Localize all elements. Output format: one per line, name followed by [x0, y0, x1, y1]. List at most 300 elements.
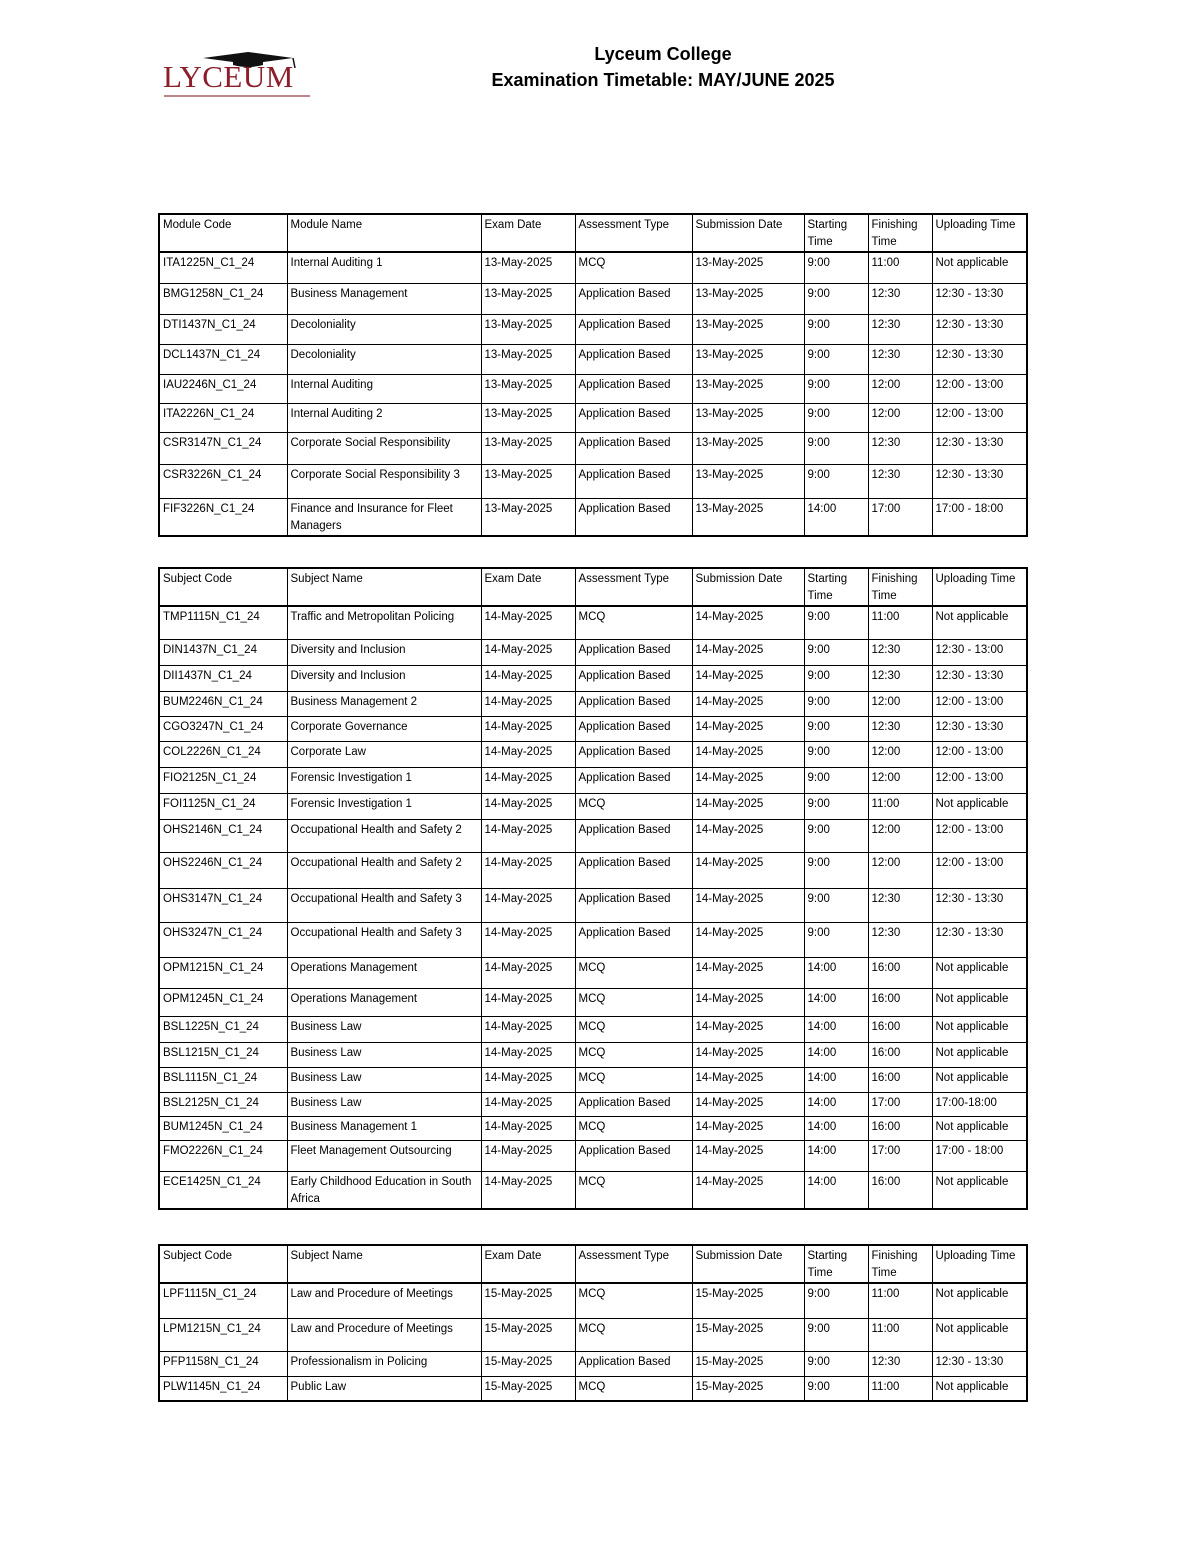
table-row: [159, 1351, 1027, 1376]
cell-exam-date: 14-May-2025: [481, 1140, 575, 1171]
cell-exam-date: 14-May-2025: [481, 852, 575, 888]
cell-exam-date: 14-May-2025: [481, 1016, 575, 1042]
cell-finishing-time: 12:30: [868, 432, 932, 464]
cell-starting-time: 14:00: [804, 957, 868, 988]
cell-name: Internal Auditing 2: [287, 403, 481, 432]
cell-exam-date: 14-May-2025: [481, 716, 575, 741]
cell-exam-date: 14-May-2025: [481, 1171, 575, 1209]
cell-uploading-time: 12:30 - 13:30: [932, 716, 1027, 741]
column-header-name: Subject Name: [287, 568, 481, 606]
cell-finishing-time: 16:00: [868, 1067, 932, 1092]
table-row: [159, 922, 1027, 957]
cell-name: Traffic and Metropolitan Policing: [287, 606, 481, 639]
cell-uploading-time: Not applicable: [932, 1067, 1027, 1092]
cell-finishing-time: 12:00: [868, 741, 932, 767]
cell-exam-date: 14-May-2025: [481, 767, 575, 793]
cell-uploading-time: Not applicable: [932, 252, 1027, 283]
cell-assessment-type: MCQ: [575, 606, 692, 639]
cell-name: Business Management 2: [287, 691, 481, 716]
cell-submission-date: 14-May-2025: [692, 922, 804, 957]
table-row: [159, 793, 1027, 819]
cell-code: TMP1115N_C1_24: [159, 606, 287, 639]
cell-code: BUM2246N_C1_24: [159, 691, 287, 716]
cell-starting-time: 9:00: [804, 1283, 868, 1318]
column-header-uploading-time: Uploading Time: [932, 214, 1027, 252]
table-row: [159, 1116, 1027, 1140]
cell-starting-time: 9:00: [804, 252, 868, 283]
cell-submission-date: 14-May-2025: [692, 1171, 804, 1209]
cell-assessment-type: Application Based: [575, 741, 692, 767]
cell-code: ITA2226N_C1_24: [159, 403, 287, 432]
cell-submission-date: 15-May-2025: [692, 1318, 804, 1351]
cell-submission-date: 13-May-2025: [692, 314, 804, 344]
cell-starting-time: 9:00: [804, 606, 868, 639]
cell-uploading-time: 12:00 - 13:00: [932, 403, 1027, 432]
cell-exam-date: 13-May-2025: [481, 403, 575, 432]
cell-starting-time: 9:00: [804, 639, 868, 665]
cell-code: OHS2146N_C1_24: [159, 819, 287, 852]
cell-code: FOI1125N_C1_24: [159, 793, 287, 819]
table-row: [159, 988, 1027, 1016]
cell-starting-time: 9:00: [804, 1318, 868, 1351]
cell-uploading-time: 17:00 - 18:00: [932, 1140, 1027, 1171]
cell-assessment-type: MCQ: [575, 1376, 692, 1401]
cell-uploading-time: Not applicable: [932, 1283, 1027, 1318]
cell-finishing-time: 11:00: [868, 1283, 932, 1318]
cell-assessment-type: Application Based: [575, 283, 692, 314]
cell-uploading-time: 12:30 - 13:30: [932, 888, 1027, 922]
cell-submission-date: 13-May-2025: [692, 252, 804, 283]
cell-assessment-type: Application Based: [575, 665, 692, 691]
table-row: [159, 716, 1027, 741]
cell-name: Business Management: [287, 283, 481, 314]
cell-finishing-time: 11:00: [868, 606, 932, 639]
table-row: [159, 957, 1027, 988]
column-header-finishing-time: Finishing Time: [868, 568, 932, 606]
cell-submission-date: 14-May-2025: [692, 1016, 804, 1042]
cell-finishing-time: 11:00: [868, 1318, 932, 1351]
cell-code: OPM1245N_C1_24: [159, 988, 287, 1016]
cell-assessment-type: MCQ: [575, 1318, 692, 1351]
cell-exam-date: 13-May-2025: [481, 498, 575, 536]
cell-finishing-time: 16:00: [868, 1171, 932, 1209]
cell-starting-time: 14:00: [804, 1140, 868, 1171]
column-header-exam-date: Exam Date: [481, 1245, 575, 1283]
cell-uploading-time: Not applicable: [932, 957, 1027, 988]
cell-assessment-type: Application Based: [575, 1140, 692, 1171]
table-row: [159, 819, 1027, 852]
cell-assessment-type: MCQ: [575, 1171, 692, 1209]
table-row: [159, 1140, 1027, 1171]
cell-exam-date: 15-May-2025: [481, 1283, 575, 1318]
cell-code: PLW1145N_C1_24: [159, 1376, 287, 1401]
column-header-code: Subject Code: [159, 1245, 287, 1283]
cell-submission-date: 14-May-2025: [692, 957, 804, 988]
cell-finishing-time: 12:30: [868, 639, 932, 665]
column-header-finishing-time: Finishing Time: [868, 214, 932, 252]
cell-uploading-time: 12:30 - 13:30: [932, 665, 1027, 691]
cell-finishing-time: 16:00: [868, 1116, 932, 1140]
cell-code: PFP1158N_C1_24: [159, 1351, 287, 1376]
cell-code: OHS3147N_C1_24: [159, 888, 287, 922]
table-row: [159, 852, 1027, 888]
table-row: [159, 606, 1027, 639]
cell-exam-date: 15-May-2025: [481, 1376, 575, 1401]
cell-finishing-time: 12:00: [868, 403, 932, 432]
cell-code: CSR3226N_C1_24: [159, 464, 287, 498]
cell-exam-date: 13-May-2025: [481, 314, 575, 344]
cell-name: Corporate Governance: [287, 716, 481, 741]
cell-exam-date: 14-May-2025: [481, 1067, 575, 1092]
cell-submission-date: 15-May-2025: [692, 1351, 804, 1376]
cell-code: OPM1215N_C1_24: [159, 957, 287, 988]
cell-name: Business Law: [287, 1067, 481, 1092]
table-row: [159, 1016, 1027, 1042]
cell-exam-date: 14-May-2025: [481, 691, 575, 716]
column-header-assessment-type: Assessment Type: [575, 214, 692, 252]
cell-name: Diversity and Inclusion: [287, 665, 481, 691]
cell-starting-time: 14:00: [804, 1116, 868, 1140]
cell-exam-date: 13-May-2025: [481, 252, 575, 283]
cell-finishing-time: 12:30: [868, 922, 932, 957]
cell-uploading-time: 12:30 - 13:30: [932, 922, 1027, 957]
cell-finishing-time: 11:00: [868, 1376, 932, 1401]
column-header-assessment-type: Assessment Type: [575, 1245, 692, 1283]
cell-name: Forensic Investigation 1: [287, 767, 481, 793]
column-header-submission-date: Submission Date: [692, 568, 804, 606]
cell-code: ITA1225N_C1_24: [159, 252, 287, 283]
cell-name: Forensic Investigation 1: [287, 793, 481, 819]
table-row: [159, 464, 1027, 498]
logo-tagline: [164, 93, 312, 97]
cell-assessment-type: Application Based: [575, 314, 692, 344]
timetable-14-may: [158, 567, 1028, 1210]
cell-submission-date: 14-May-2025: [692, 819, 804, 852]
cell-submission-date: 13-May-2025: [692, 283, 804, 314]
cell-starting-time: 9:00: [804, 432, 868, 464]
cell-submission-date: 14-May-2025: [692, 888, 804, 922]
lyceum-logo: [163, 48, 313, 100]
cell-code: DIN1437N_C1_24: [159, 639, 287, 665]
cell-assessment-type: Application Based: [575, 498, 692, 536]
cell-finishing-time: 17:00: [868, 1092, 932, 1116]
column-header-submission-date: Submission Date: [692, 214, 804, 252]
cell-submission-date: 14-May-2025: [692, 691, 804, 716]
cell-uploading-time: 12:00 - 13:00: [932, 852, 1027, 888]
cell-starting-time: 9:00: [804, 922, 868, 957]
cell-name: Public Law: [287, 1376, 481, 1401]
cell-assessment-type: MCQ: [575, 988, 692, 1016]
table-row: [159, 1283, 1027, 1318]
cell-name: Decoloniality: [287, 344, 481, 374]
column-header-exam-date: Exam Date: [481, 214, 575, 252]
cell-submission-date: 13-May-2025: [692, 498, 804, 536]
cell-starting-time: 9:00: [804, 888, 868, 922]
table-row: [159, 1376, 1027, 1401]
cell-submission-date: 13-May-2025: [692, 464, 804, 498]
cell-starting-time: 9:00: [804, 852, 868, 888]
cell-submission-date: 14-May-2025: [692, 1067, 804, 1092]
cell-submission-date: 14-May-2025: [692, 1140, 804, 1171]
cell-code: OHS3247N_C1_24: [159, 922, 287, 957]
cell-name: Corporate Social Responsibility: [287, 432, 481, 464]
cell-exam-date: 13-May-2025: [481, 432, 575, 464]
cell-name: Operations Management: [287, 957, 481, 988]
cell-assessment-type: Application Based: [575, 639, 692, 665]
cell-exam-date: 14-May-2025: [481, 741, 575, 767]
cell-name: Professionalism in Policing: [287, 1351, 481, 1376]
cell-code: DCL1437N_C1_24: [159, 344, 287, 374]
cell-exam-date: 13-May-2025: [481, 464, 575, 498]
cell-starting-time: 9:00: [804, 819, 868, 852]
cell-finishing-time: 16:00: [868, 957, 932, 988]
table-row: [159, 283, 1027, 314]
cell-assessment-type: MCQ: [575, 252, 692, 283]
cell-finishing-time: 12:30: [868, 283, 932, 314]
cell-name: Finance and Insurance for Fleet Managers: [287, 498, 481, 536]
cell-exam-date: 14-May-2025: [481, 1042, 575, 1067]
cell-submission-date: 14-May-2025: [692, 1092, 804, 1116]
cell-finishing-time: 16:00: [868, 1042, 932, 1067]
cell-uploading-time: Not applicable: [932, 1376, 1027, 1401]
cell-finishing-time: 12:00: [868, 374, 932, 403]
cell-code: BUM1245N_C1_24: [159, 1116, 287, 1140]
cell-uploading-time: 12:30 - 13:30: [932, 432, 1027, 464]
cell-starting-time: 14:00: [804, 1042, 868, 1067]
timetable-title: Examination Timetable: MAY/JUNE 2025: [491, 70, 835, 90]
table-row: [159, 1067, 1027, 1092]
table-row: [159, 639, 1027, 665]
cell-name: Business Law: [287, 1092, 481, 1116]
cell-submission-date: 14-May-2025: [692, 741, 804, 767]
table-row: [159, 1171, 1027, 1209]
cell-starting-time: 9:00: [804, 314, 868, 344]
cell-submission-date: 14-May-2025: [692, 639, 804, 665]
cell-exam-date: 14-May-2025: [481, 793, 575, 819]
logo-wordmark: LYCEUM: [163, 59, 294, 94]
cell-assessment-type: Application Based: [575, 852, 692, 888]
cell-submission-date: 14-May-2025: [692, 606, 804, 639]
cell-name: Occupational Health and Safety 3: [287, 922, 481, 957]
cell-finishing-time: 12:30: [868, 344, 932, 374]
cell-exam-date: 13-May-2025: [481, 283, 575, 314]
cell-starting-time: 14:00: [804, 1171, 868, 1209]
cell-name: Occupational Health and Safety 3: [287, 888, 481, 922]
table-row: [159, 1318, 1027, 1351]
cell-submission-date: 14-May-2025: [692, 1116, 804, 1140]
cell-code: FIO2125N_C1_24: [159, 767, 287, 793]
cell-assessment-type: Application Based: [575, 464, 692, 498]
cell-assessment-type: Application Based: [575, 691, 692, 716]
cell-code: LPF1115N_C1_24: [159, 1283, 287, 1318]
cell-name: Diversity and Inclusion: [287, 639, 481, 665]
cell-finishing-time: 12:30: [868, 464, 932, 498]
table-row: [159, 344, 1027, 374]
cell-finishing-time: 11:00: [868, 793, 932, 819]
cell-uploading-time: 12:00 - 13:00: [932, 767, 1027, 793]
table-row: [159, 767, 1027, 793]
cell-starting-time: 9:00: [804, 464, 868, 498]
cell-exam-date: 14-May-2025: [481, 665, 575, 691]
cell-submission-date: 13-May-2025: [692, 344, 804, 374]
cell-assessment-type: Application Based: [575, 819, 692, 852]
cell-code: CSR3147N_C1_24: [159, 432, 287, 464]
cell-exam-date: 13-May-2025: [481, 374, 575, 403]
table-row: [159, 888, 1027, 922]
cell-exam-date: 14-May-2025: [481, 922, 575, 957]
cell-code: OHS2246N_C1_24: [159, 852, 287, 888]
cell-uploading-time: Not applicable: [932, 1318, 1027, 1351]
column-header-assessment-type: Assessment Type: [575, 568, 692, 606]
cell-starting-time: 14:00: [804, 1067, 868, 1092]
table-header-row: [159, 1245, 1027, 1283]
cell-exam-date: 14-May-2025: [481, 888, 575, 922]
column-header-starting-time: Starting Time: [804, 568, 868, 606]
cell-starting-time: 9:00: [804, 403, 868, 432]
cell-exam-date: 14-May-2025: [481, 1116, 575, 1140]
table-row: [159, 1092, 1027, 1116]
table-header-row: [159, 568, 1027, 606]
cell-code: BSL1115N_C1_24: [159, 1067, 287, 1092]
cell-uploading-time: 12:00 - 13:00: [932, 741, 1027, 767]
cell-uploading-time: 12:30 - 13:30: [932, 1351, 1027, 1376]
cell-starting-time: 9:00: [804, 793, 868, 819]
cell-exam-date: 15-May-2025: [481, 1351, 575, 1376]
cell-assessment-type: MCQ: [575, 1042, 692, 1067]
cell-finishing-time: 12:00: [868, 819, 932, 852]
cell-uploading-time: Not applicable: [932, 988, 1027, 1016]
cell-submission-date: 15-May-2025: [692, 1283, 804, 1318]
cell-name: Decoloniality: [287, 314, 481, 344]
cell-starting-time: 9:00: [804, 344, 868, 374]
cell-starting-time: 9:00: [804, 1376, 868, 1401]
cell-uploading-time: Not applicable: [932, 606, 1027, 639]
cell-uploading-time: Not applicable: [932, 793, 1027, 819]
cell-assessment-type: Application Based: [575, 888, 692, 922]
timetable-15-may: [158, 1244, 1028, 1402]
cell-submission-date: 14-May-2025: [692, 767, 804, 793]
cell-code: FMO2226N_C1_24: [159, 1140, 287, 1171]
timetable-13-may: [158, 213, 1028, 537]
column-header-submission-date: Submission Date: [692, 1245, 804, 1283]
cell-exam-date: 14-May-2025: [481, 819, 575, 852]
cell-assessment-type: MCQ: [575, 957, 692, 988]
cell-submission-date: 14-May-2025: [692, 793, 804, 819]
table-row: [159, 741, 1027, 767]
column-header-code: Subject Code: [159, 568, 287, 606]
cell-uploading-time: Not applicable: [932, 1042, 1027, 1067]
cell-finishing-time: 12:30: [868, 888, 932, 922]
cell-finishing-time: 12:30: [868, 716, 932, 741]
cell-assessment-type: Application Based: [575, 374, 692, 403]
cell-assessment-type: Application Based: [575, 922, 692, 957]
cell-submission-date: 13-May-2025: [692, 374, 804, 403]
cell-name: Business Management 1: [287, 1116, 481, 1140]
cell-submission-date: 15-May-2025: [692, 1376, 804, 1401]
cell-name: Business Law: [287, 1042, 481, 1067]
cell-uploading-time: 17:00-18:00: [932, 1092, 1027, 1116]
cell-finishing-time: 12:00: [868, 852, 932, 888]
table-row: [159, 403, 1027, 432]
cell-code: CGO3247N_C1_24: [159, 716, 287, 741]
cell-finishing-time: 12:30: [868, 665, 932, 691]
cell-code: BSL1215N_C1_24: [159, 1042, 287, 1067]
cell-uploading-time: 12:30 - 13:30: [932, 283, 1027, 314]
cell-finishing-time: 16:00: [868, 988, 932, 1016]
cell-uploading-time: 12:30 - 13:30: [932, 344, 1027, 374]
cell-starting-time: 14:00: [804, 1016, 868, 1042]
cell-starting-time: 14:00: [804, 498, 868, 536]
table-row: [159, 498, 1027, 536]
table-row: [159, 665, 1027, 691]
table-row: [159, 314, 1027, 344]
cell-assessment-type: Application Based: [575, 767, 692, 793]
cell-finishing-time: 17:00: [868, 1140, 932, 1171]
column-header-uploading-time: Uploading Time: [932, 568, 1027, 606]
cell-assessment-type: Application Based: [575, 403, 692, 432]
table-row: [159, 374, 1027, 403]
cell-submission-date: 13-May-2025: [692, 403, 804, 432]
cell-name: Internal Auditing 1: [287, 252, 481, 283]
cell-submission-date: 14-May-2025: [692, 988, 804, 1016]
cell-uploading-time: 12:30 - 13:00: [932, 639, 1027, 665]
cell-submission-date: 14-May-2025: [692, 852, 804, 888]
cell-name: Internal Auditing: [287, 374, 481, 403]
cell-assessment-type: Application Based: [575, 1351, 692, 1376]
cell-name: Law and Procedure of Meetings: [287, 1318, 481, 1351]
cell-assessment-type: Application Based: [575, 344, 692, 374]
cell-uploading-time: Not applicable: [932, 1171, 1027, 1209]
cell-uploading-time: 12:00 - 13:00: [932, 691, 1027, 716]
cell-name: Corporate Social Responsibility 3: [287, 464, 481, 498]
cell-finishing-time: 11:00: [868, 252, 932, 283]
cell-exam-date: 14-May-2025: [481, 957, 575, 988]
cell-starting-time: 9:00: [804, 741, 868, 767]
cell-assessment-type: MCQ: [575, 1067, 692, 1092]
cell-uploading-time: 12:30 - 13:30: [932, 314, 1027, 344]
cell-submission-date: 14-May-2025: [692, 1042, 804, 1067]
cell-exam-date: 15-May-2025: [481, 1318, 575, 1351]
cell-finishing-time: 12:00: [868, 691, 932, 716]
cell-finishing-time: 12:30: [868, 314, 932, 344]
column-header-code: Module Code: [159, 214, 287, 252]
cell-assessment-type: MCQ: [575, 1016, 692, 1042]
cell-name: Corporate Law: [287, 741, 481, 767]
cell-assessment-type: Application Based: [575, 1092, 692, 1116]
cell-assessment-type: Application Based: [575, 716, 692, 741]
cell-code: FIF3226N_C1_24: [159, 498, 287, 536]
cell-exam-date: 14-May-2025: [481, 988, 575, 1016]
cell-exam-date: 14-May-2025: [481, 639, 575, 665]
cell-name: Operations Management: [287, 988, 481, 1016]
cell-assessment-type: MCQ: [575, 1283, 692, 1318]
cell-name: Business Law: [287, 1016, 481, 1042]
table-row: [159, 691, 1027, 716]
cell-name: Early Childhood Education in South Africa: [287, 1171, 481, 1209]
cell-code: ECE1425N_C1_24: [159, 1171, 287, 1209]
column-header-name: Module Name: [287, 214, 481, 252]
column-header-exam-date: Exam Date: [481, 568, 575, 606]
column-header-finishing-time: Finishing Time: [868, 1245, 932, 1283]
cell-starting-time: 9:00: [804, 283, 868, 314]
cell-starting-time: 14:00: [804, 1092, 868, 1116]
cell-starting-time: 9:00: [804, 691, 868, 716]
cell-code: DTI1437N_C1_24: [159, 314, 287, 344]
cell-uploading-time: Not applicable: [932, 1016, 1027, 1042]
cell-name: Occupational Health and Safety 2: [287, 852, 481, 888]
cell-name: Occupational Health and Safety 2: [287, 819, 481, 852]
cell-finishing-time: 16:00: [868, 1016, 932, 1042]
